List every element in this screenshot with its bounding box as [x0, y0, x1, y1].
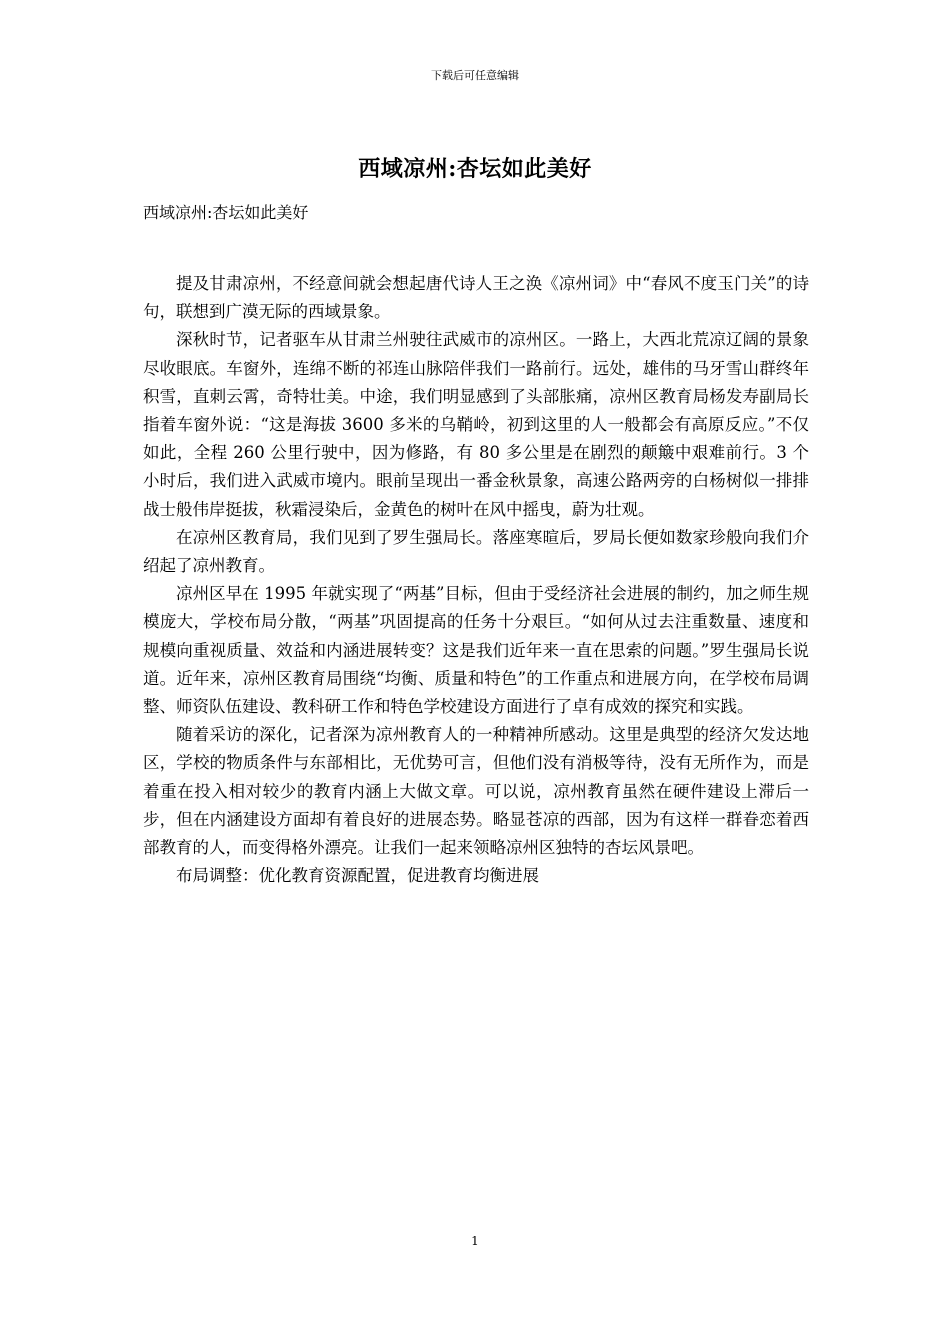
paragraph: 提及甘肃凉州，不经意间就会想起唐代诗人王之涣《凉州词》中“春风不度玉门关”的诗句，联想到广漠无际的西域景象。	[143, 274, 809, 322]
page-number: 1	[471, 1234, 479, 1248]
section-heading: 布局调整：优化教育资源配置，促进教育均衡进展	[176, 866, 539, 886]
header-note: 下载后可任意编辑	[431, 69, 519, 82]
document-title: 西域凉州:杏坛如此美好	[358, 156, 592, 182]
paragraph: 深秋时节，记者驱车从甘肃兰州驶往武威市的凉州区。一路上，大西北荒凉辽阔的景象尽收眼底。车窗外，连绵不断的祁连山脉陪伴我们一路前行。远处，雄伟的马牙雪山群终年积雪，直刺云霄，奇特壮美。中途，我们明显感到了头部胀痛，凉州区教育局杨发寿副局长指着车窗外说：“这是海拔 3600 多米的乌鞘岭，初到这里的人一般都会有高原反应。”不仅如此，全程 260 公里行驶中，因为修路，有 80 多公里是在剧烈的颠簸中艰难前行。3 个小时后，我们进入武威市境内。眼前呈现出一番金秋景象，高速公路两旁的白杨树似一排排战士般伟岸挺拔，秋霜浸染后，金黄色的树叶在风中摇曳，蔚为壮观。	[143, 330, 809, 519]
article-body	[143, 270, 809, 890]
document-subtitle: 西域凉州:杏坛如此美好	[143, 203, 309, 222]
paragraph: 在凉州区教育局，我们见到了罗生强局长。落座寒暄后，罗局长便如数家珍般向我们介绍起了凉州教育。	[143, 527, 809, 576]
paragraph: 凉州区早在 1995 年就实现了“两基”目标，但由于受经济社会进展的制约，加之师生规模庞大，学校布局分散，“两基”巩固提高的任务十分艰巨。“如何从过去注重数量、速度和规模向重视质量、效益和内涵进展转变？这是我们近年来一直在思索的问题。”罗生强局长说道。近年来，凉州区教育局围绕“均衡、质量和特色”的工作重点和进展方向，在学校布局调整、师资队伍建设、教科研工作和特色学校建设方面进行了卓有成效的探究和实践。	[143, 584, 809, 717]
paragraph: 随着采访的深化，记者深为凉州教育人的一种精神所感动。这里是典型的经济欠发达地区，学校的物质条件与东部相比，无优势可言，但他们没有消极等待，没有无所作为，而是着重在投入相对较少的教育内涵上大做文章。可以说，凉州教育虽然在硬件建设上滞后一步，但在内涵建设方面却有着良好的进展态势。略显苍凉的西部，因为有这样一群眷恋着西部教育的人，而变得格外漂亮。让我们一起来领略凉州区独特的杏坛风景吧。	[143, 725, 809, 858]
